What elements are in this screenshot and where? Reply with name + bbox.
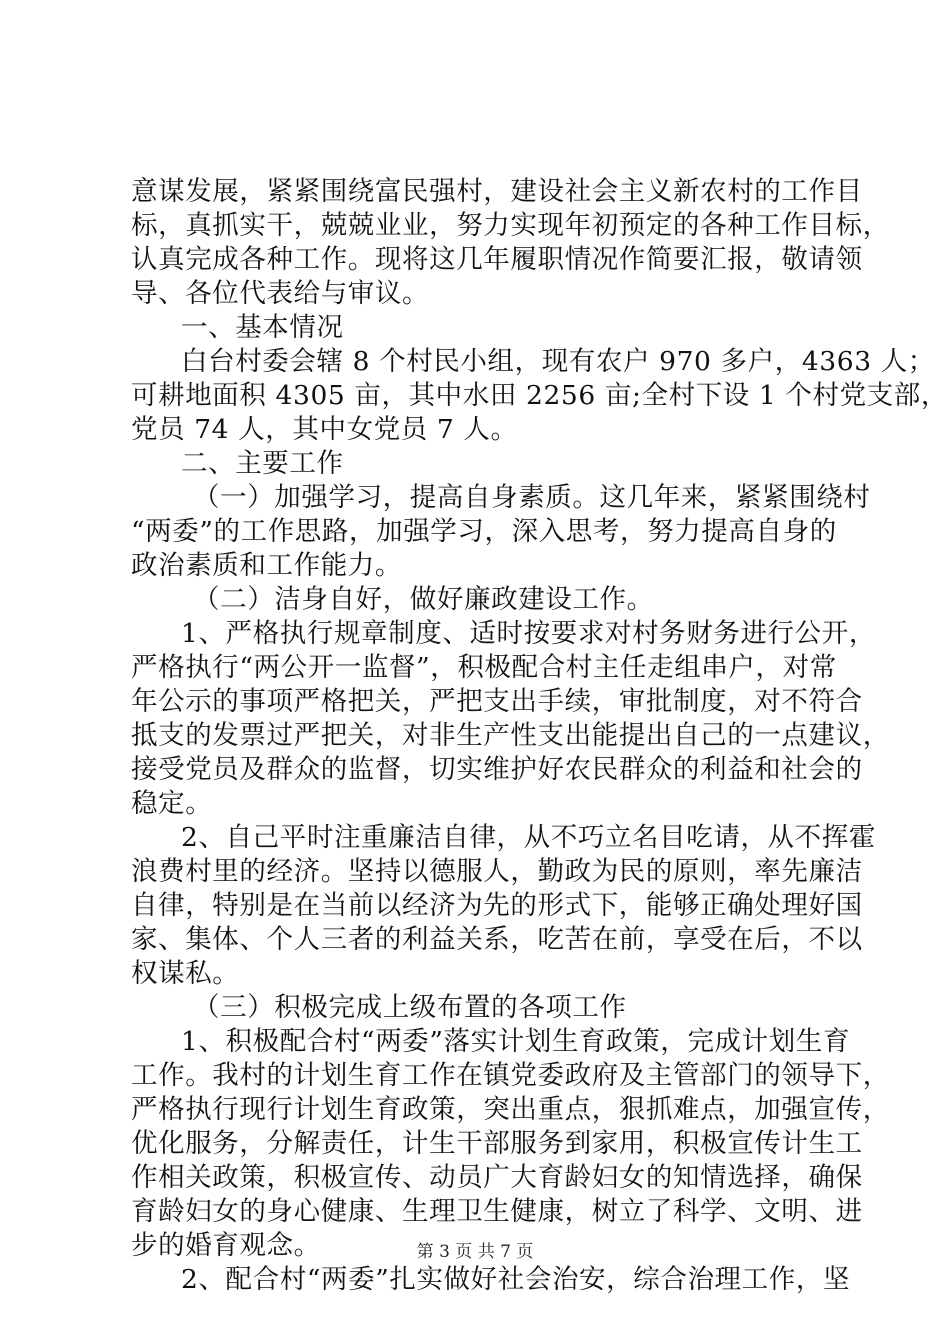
text-line: 工作。我村的计划生育工作在镇党委政府及主管部门的领导下， [131, 1060, 890, 1091]
subsection-heading: （一）加强学习，提高自身素质。这几年来，紧紧围绕村 [193, 482, 871, 513]
text-line: “两委”的工作思路，加强学习，深入思考，努力提高自身的 [131, 516, 837, 547]
document-body [131, 175, 949, 1297]
text-line: 严格执行“两公开一监督”，积极配合村主任走组串户，对常 [131, 652, 837, 683]
text-line: 权谋私。 [131, 958, 240, 989]
text-line: 抵支的发票过严把关，对非生产性支出能提出自己的一点建议， [131, 720, 890, 751]
text-line: 1、积极配合村“两委”落实计划生育政策，完成计划生育 [181, 1026, 851, 1057]
text-line: 优化服务，分解责任，计生干部服务到家用，积极宣传计生工 [131, 1128, 863, 1159]
text-line: 标，真抓实干，兢兢业业，努力实现年初预定的各种工作目标， [131, 210, 890, 241]
text-line: 意谋发展，紧紧围绕富民强村，建设社会主义新农村的工作目 [131, 176, 863, 207]
text-line: 浪费村里的经济。坚持以德服人，勤政为民的原则，率先廉洁 [131, 856, 863, 887]
subsection-heading: （三）积极完成上级布置的各项工作 [193, 992, 627, 1023]
section-heading: 一、基本情况 [181, 312, 344, 343]
text-line: 自律，特别是在当前以经济为先的形式下，能够正确处理好国 [131, 890, 863, 921]
text-line: 导、各位代表给与审议。 [131, 278, 430, 309]
text-line: 步的婚育观念。 [131, 1230, 321, 1261]
text-line: 党员 74 人，其中女党员 7 人。 [131, 414, 518, 445]
text-line: 育龄妇女的身心健康、生理卫生健康，树立了科学、文明、进 [131, 1196, 863, 1227]
text-line: 2、配合村“两委”扎实做好社会治安，综合治理工作，坚 [181, 1264, 851, 1295]
text-line: 严格执行现行计划生育政策，突出重点，狠抓难点，加强宣传， [131, 1094, 890, 1125]
text-line: 1、严格执行规章制度、适时按要求对村务财务进行公开， [181, 618, 876, 649]
text-line: 可耕地面积 4305 亩，其中水田 2256 亩;全村下设 1 个村党支部， [131, 380, 949, 411]
text-line: 稳定。 [131, 788, 213, 819]
text-line: 家、集体、个人三者的利益关系，吃苦在前，享受在后，不以 [131, 924, 863, 955]
text-line: 作相关政策，积极宣传、动员广大育龄妇女的知情选择，确保 [131, 1162, 863, 1193]
text-line: 接受党员及群众的监督，切实维护好农民群众的利益和社会的 [131, 754, 863, 785]
text-line: 白台村委会辖 8 个村民小组，现有农户 970 多户，4363 人； [181, 346, 935, 377]
text-line: 2、自己平时注重廉洁自律，从不巧立名目吃请，从不挥霍 [181, 822, 876, 853]
subsection-heading: （二）洁身自好，做好廉政建设工作。 [193, 584, 654, 615]
text-line: 年公示的事项严格把关，严把支出手续，审批制度，对不符合 [131, 686, 863, 717]
section-heading: 二、主要工作 [181, 448, 344, 479]
page-number: 第 3 页 共 7 页 [416, 1242, 534, 1262]
text-line: 政治素质和工作能力。 [131, 550, 402, 581]
text-line: 认真完成各种工作。现将这几年履职情况作简要汇报，敬请领 [131, 244, 863, 275]
